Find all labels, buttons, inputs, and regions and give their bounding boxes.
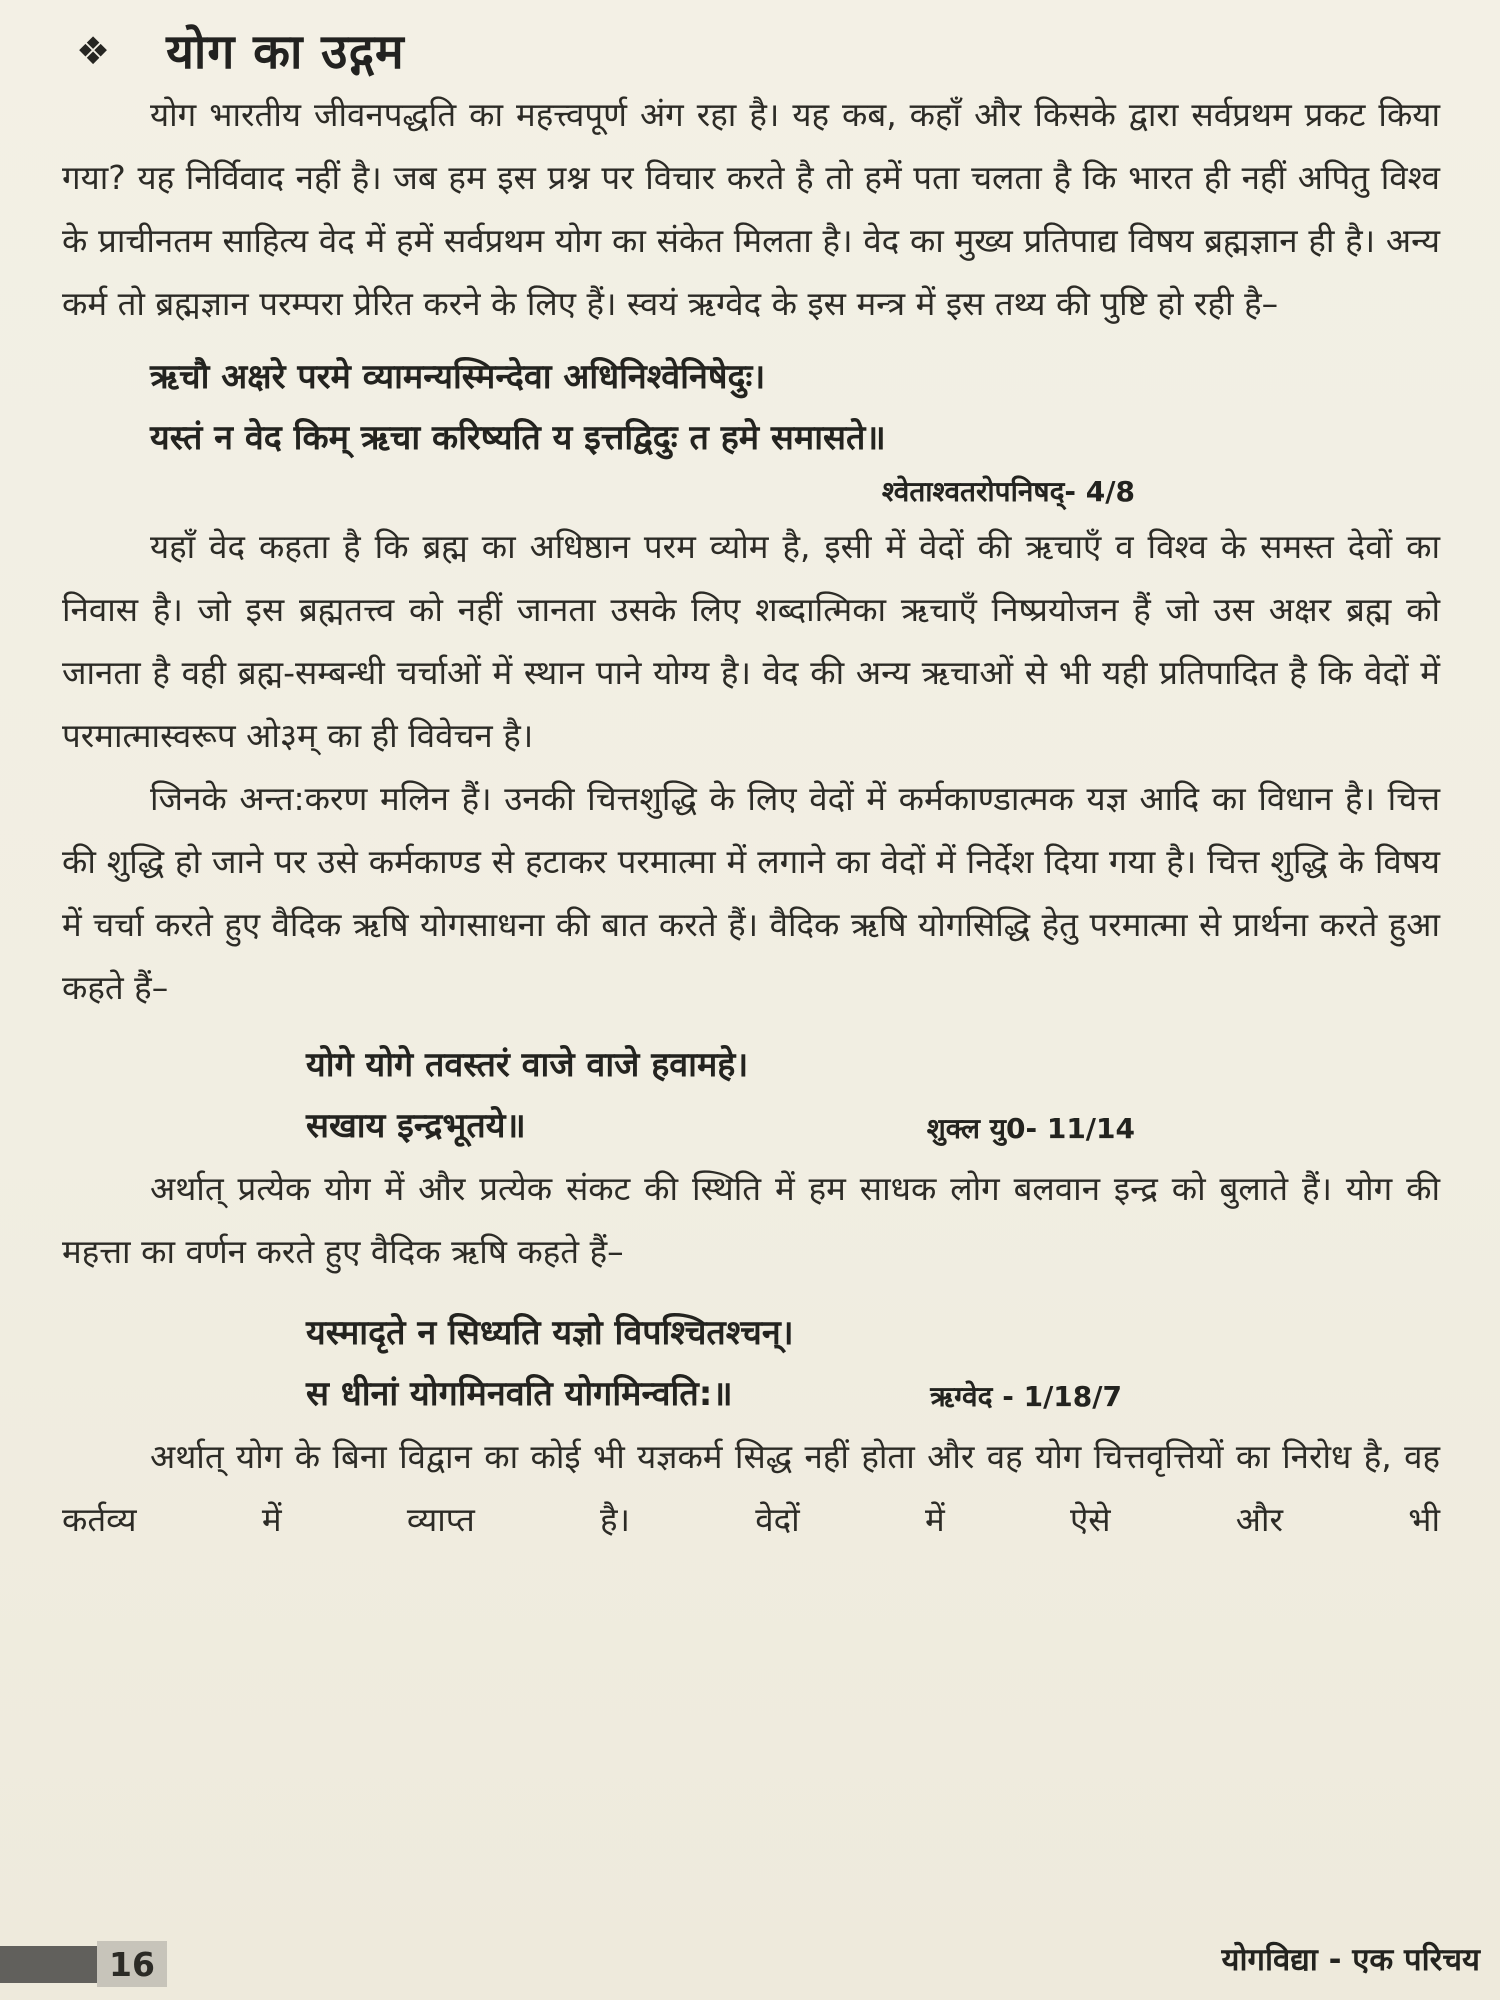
page-title: योग का उद्गम [166,24,405,80]
paragraph-conclusion: अर्थात् योग के बिना विद्वान का कोई भी यज्ञकर्म सिद्ध नहीं होता और वह योग चित्तवृत्तियों का निरोध है, वह कर्तव्य में व्याप्त है। वेदों में ऐसे और भी [62,1437,1440,1539]
verse-3-line-2: स धीनां योगमिनवति योगमिन्वति:॥ [306,1374,733,1414]
verse-3 [62,1303,1440,1425]
verse-3-last-row [306,1364,1440,1425]
verse-3-line-1: यस्मादृते न सिध्यति यज्ञो विपश्चितश्चन्। [306,1313,794,1353]
page-number: 16 [97,1941,167,1987]
paragraph-ved-brahma: यहाँ वेद कहता है कि ब्रह्म का अधिष्ठान परम व्योम है, इसी में वेदों की ऋचाएँ व विश्व के समस्त देवों का निवास है। जो इस ब्रह्मतत्त्व को नहीं जानता उसके लिए शब्दात्मिका ऋचाएँ निष्प्रयोजन हैं जो उस अक्षर ब्रह्म को जानता है वही ब्रह्म-सम्बन्धी चर्चाओं में स्थान पाने योग्य है। वेद की अन्य ऋचाओं से भी यही प्रतिपादित है कि वेदों में परमात्मास्वरूप ओ३म् का ही विवेचन है। [62,527,1440,755]
page-footer [0,1940,1500,1992]
footer-accent-bar [0,1946,97,1983]
verse-1 [62,347,1440,515]
paragraph-indra: अर्थात् प्रत्येक योग में और प्रत्येक संकट की स्थिति में हम साधक लोग बलवान इन्द्र को बुलाते हैं। योग की महत्ता का वर्णन करते हुए वैदिक ऋषि कहते हैं– [62,1169,1440,1271]
verse-1-line-1: ऋचौ अक्षरे परमे व्यामन्यस्मिन्देवा अधिनिश्वेनिषेदुः। [150,357,766,397]
paragraph-intro: योग भारतीय जीवनपद्धति का महत्त्वपूर्ण अंग रहा है। यह कब, कहाँ और किसके द्वारा सर्वप्रथम प्रकट किया गया? यह निर्विवाद नहीं है। जब हम इस प्रश्न पर विचार करते है तो हमें पता चलता है कि भारत ही नहीं अपितु विश्व के प्राचीनतम साहित्य वेद में हमें सर्वप्रथम योग का संकेत मिलता है। वेद का मुख्य प्रतिपाद्य विषय ब्रह्मज्ञान ही है। अन्य कर्म तो ब्रह्मज्ञान परम्परा प्रेरित करने के लिए हैं। स्वयं ऋग्वेद के इस मन्त्र में इस तथ्य की पुष्टि हो रही है– [62,95,1440,323]
book-title: योगविद्या - एक परिचय [1221,1942,1480,1978]
verse-2-line-1: योगे योगे तवस्तरं वाजे वाजे हवामहे। [306,1045,749,1085]
section-header [76,18,1440,83]
verse-3-citation: ऋग्वेद - 1/18/7 [930,1380,1122,1413]
verse-1-citation: श्वेताश्वतरोपनिषद्- 4/8 [881,475,1135,508]
verse-2-line-2: सखाय इन्द्रभूतये॥ [306,1106,526,1146]
verse-2 [62,1035,1440,1157]
paragraph-chitta-shuddhi: जिनके अन्त:करण मलिन हैं। उनकी चित्तशुद्धि के लिए वेदों में कर्मकाण्डात्मक यज्ञ आदि का विधान है। चित्त की शुद्धि हो जाने पर उसे कर्मकाण्ड से हटाकर परमात्मा में लगाने का वेदों में निर्देश दिया गया है। चित्त शुद्धि के विषय में चर्चा करते हुए वैदिक ऋषि योगसाधना की बात करते हैं। वैदिक ऋषि योगसिद्धि हेतु परमात्मा से प्रार्थना करते हुआ कहते हैं– [62,779,1440,1007]
verse-2-last-row [306,1096,1440,1157]
diamond-bullet-icon: ❖ [76,28,111,73]
verse-1-line-2: यस्तं न वेद किम् ऋचा करिष्यति य इत्तद्विदुः त हमे समासते॥ [150,418,886,458]
verse-2-citation: शुक्ल यु0- 11/14 [926,1112,1135,1145]
